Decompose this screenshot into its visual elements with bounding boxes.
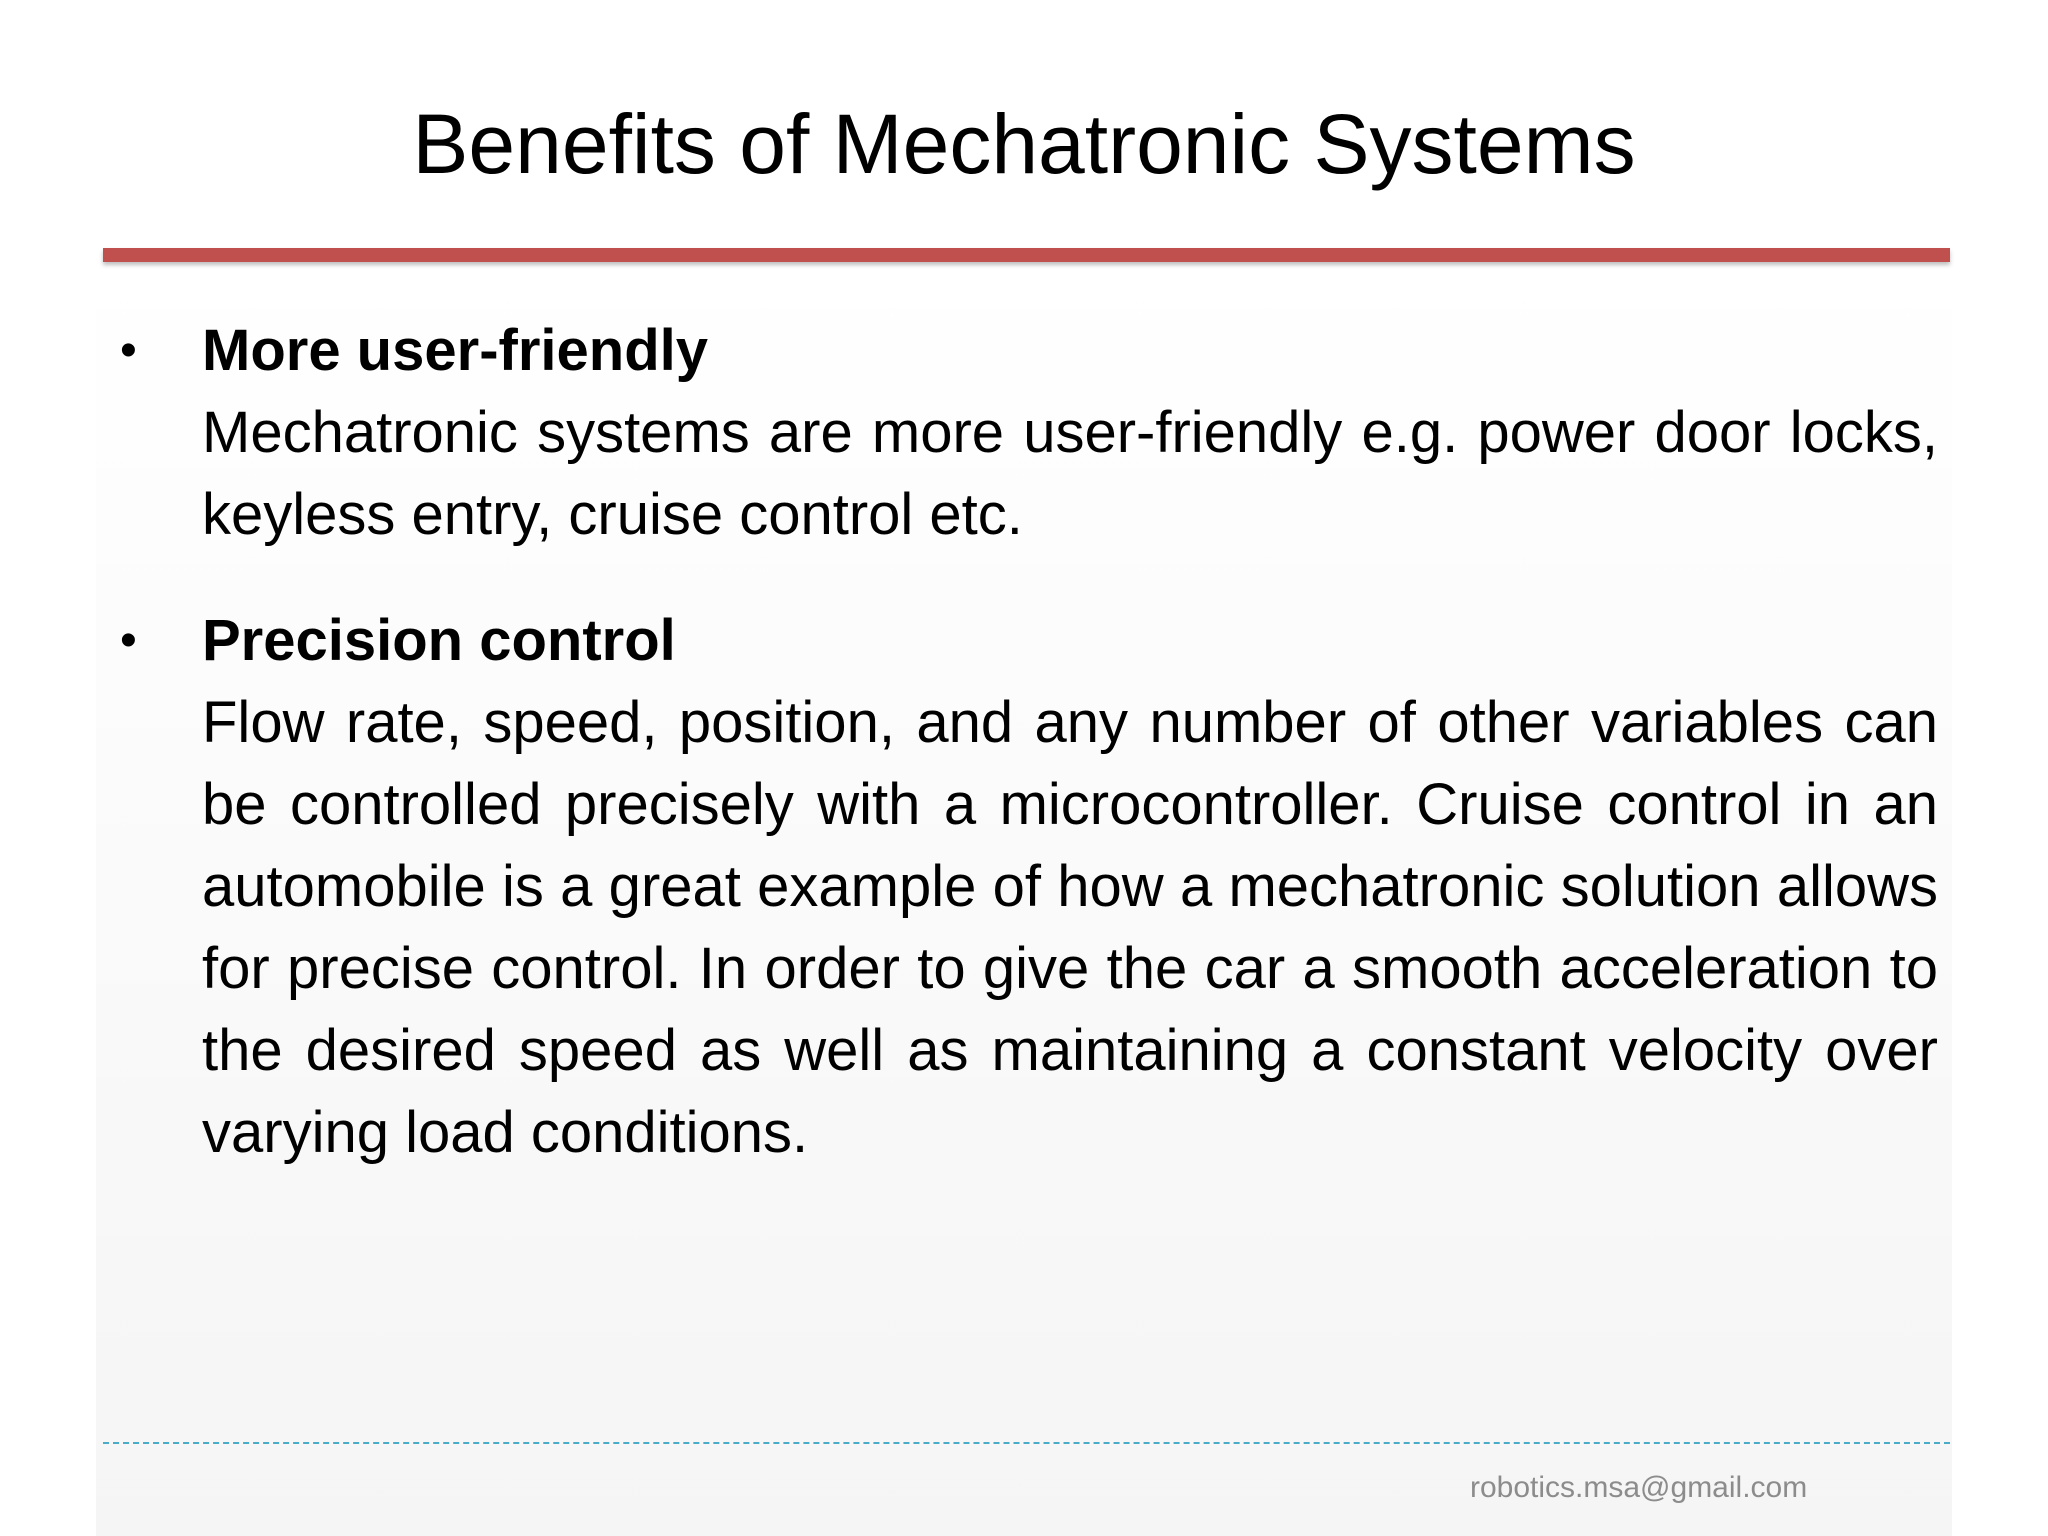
bullet-item-user-friendly <box>120 310 1940 556</box>
slide-title: Benefits of Mechatronic Systems <box>412 97 1636 191</box>
bullet-heading: Precision control <box>202 608 676 673</box>
bullet-body: Mechatronic systems are more user-friendly e.g. power door locks, keyless entry, cruise control etc. <box>202 400 1938 547</box>
footer-email: robotics.msa@gmail.com <box>1470 1471 1808 1504</box>
bullet-marker: • <box>120 614 137 667</box>
bullet-marker: • <box>120 324 137 377</box>
footer-divider <box>103 1442 1950 1444</box>
bullet-heading: More user-friendly <box>202 318 708 383</box>
title-divider <box>103 248 1950 262</box>
bullet-body: Flow rate, speed, position, and any number of other variables can be controlled precisely with a microcontroller. Cruise control in an automobile is a great example of how a mechatronic solution allows for precise control. In order to give the car a smooth acceleration to the desired speed as well as maintaining a constant velocity over varying load conditions. <box>202 690 1938 1165</box>
bullet-item-precision-control <box>120 600 1940 1174</box>
bullet-list <box>120 310 1940 1218</box>
